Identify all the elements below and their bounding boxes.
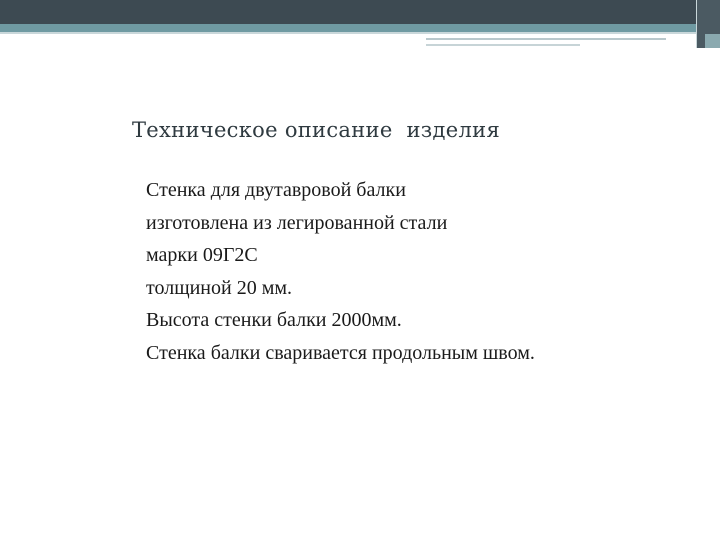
header-band-dark [0,0,720,24]
header-band-teal [0,24,720,32]
slide-body [146,174,578,369]
header-band-light [0,32,720,34]
header-accent-rule [426,38,666,40]
body-line: Высота стенки балки 2000мм. [146,309,402,331]
body-line: марки 09Г2С [146,244,258,266]
body-line: Стенка для двутавровой балки [146,179,406,201]
body-line: толщиной 20 мм. [146,276,293,299]
slide-title: Техническое описание изделия [132,118,500,142]
corner-block-accent [705,34,720,48]
body-line: изготовлена из легированной стали [146,211,448,234]
body-line: Стенка балки сваривается продольным швом. [146,341,535,364]
header-accent-rule-short [426,44,580,46]
